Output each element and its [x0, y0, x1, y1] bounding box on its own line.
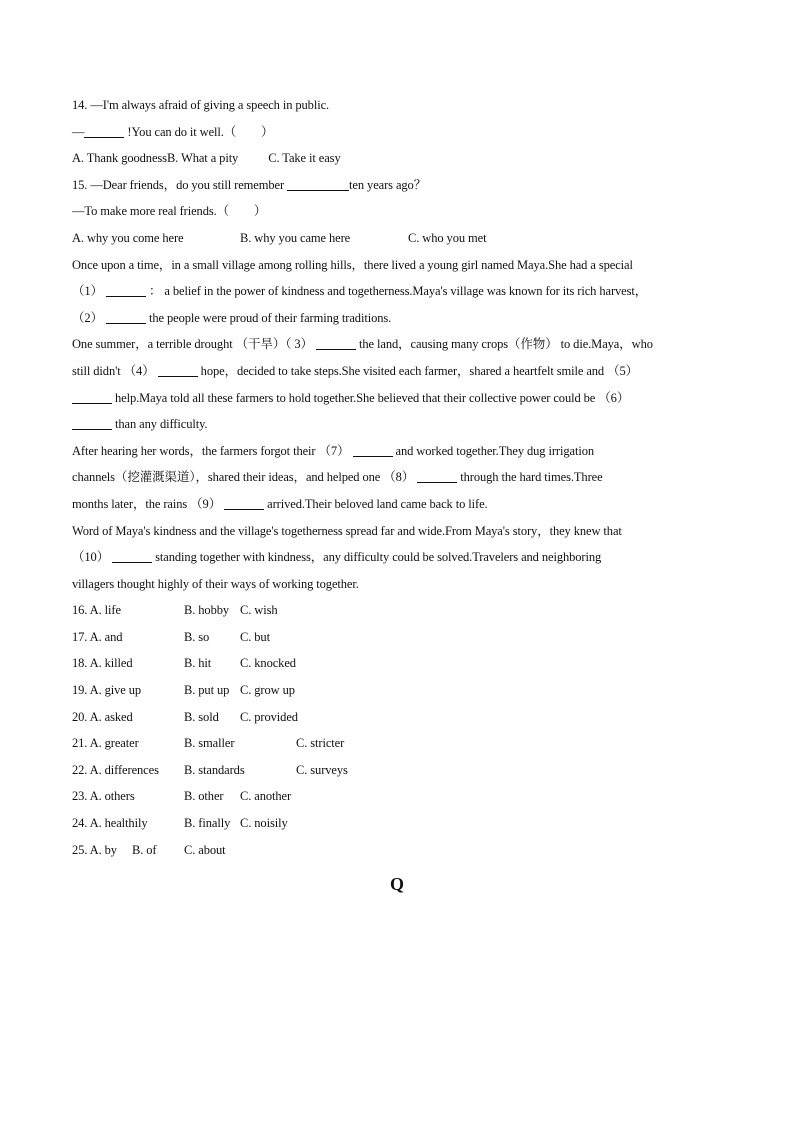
q14-stem: 14. —I'm always afraid of giving a speech in public. [72, 98, 330, 112]
passage-line [72, 491, 732, 518]
choice-row [72, 757, 732, 784]
choice-a: 16. A. life [72, 603, 121, 618]
q15-option-b: B. why you came here [240, 230, 351, 245]
choice-c: C. wish [240, 603, 278, 618]
blank-5 [72, 388, 112, 404]
choice-b: B. smaller [184, 736, 235, 751]
q15-option-c: C. who you met [408, 230, 487, 245]
q15-blank [287, 175, 349, 191]
passage-text: months later，the rains （9） [72, 496, 225, 511]
passage-text: channels（挖灌溉渠道），shared their ideas，and helped one （8） [72, 470, 418, 485]
choice-row [72, 597, 732, 624]
q14-blank [84, 122, 124, 138]
blank-7 [353, 441, 393, 457]
choice-c: C. provided [240, 709, 298, 724]
blank-1 [106, 281, 146, 297]
choice-b: B. other [184, 789, 224, 804]
passage-line [72, 385, 732, 412]
choice-c: C. surveys [296, 762, 348, 777]
choice-a: 19. A. give up [72, 683, 142, 698]
choice-row [72, 677, 732, 704]
passage-text: （2） [72, 310, 106, 325]
blank-3 [316, 334, 356, 350]
passage-line [72, 331, 732, 358]
passage-text: than any difficulty. [112, 417, 208, 432]
passage-text: ： a belief in the power of kindness and togetherness.Maya's village was known for its rich harvest， [145, 284, 648, 299]
choice-b: B. so [184, 629, 210, 644]
passage-text: After hearing her words，the farmers forgot their （7） [72, 443, 353, 458]
choice-c: C. grow up [240, 683, 295, 698]
choice-a: 23. A. others [72, 789, 135, 804]
passage-text: hope，decided to take steps.She visited each farmer，shared a heartfelt smile and （5） [197, 363, 639, 378]
choice-b: B. finally [184, 816, 231, 831]
choice-row [72, 837, 732, 864]
choice-a: 22. A. differences [72, 762, 159, 777]
passage-line [72, 438, 732, 465]
q15-option-a: A. why you come here [72, 230, 184, 245]
choice-b: B. hit [184, 656, 212, 671]
choice-row [72, 650, 732, 677]
passage-line [72, 544, 732, 571]
blank-9 [224, 494, 264, 510]
q15-stem [72, 172, 732, 199]
passage-line [72, 278, 732, 305]
choice-b: B. sold [184, 709, 219, 724]
choice-a: 18. A. killed [72, 656, 133, 671]
passage-text: still didn't （4） [72, 363, 158, 378]
choice-b: B. of [132, 842, 157, 857]
passage-text: One summer，a terrible drought （干旱）（ 3） [72, 337, 316, 352]
passage-text: the people were proud of their farming traditions. [145, 310, 392, 325]
choice-c: C. noisily [240, 816, 288, 831]
blank-10 [112, 547, 152, 563]
passage-line: Word of Maya's kindness and the village's togetherness spread far and wide.From Maya's story，they knew that [72, 523, 622, 538]
choice-list [72, 597, 732, 863]
passage-line: villagers thought highly of their ways of working together. [72, 576, 359, 591]
choice-b: B. hobby [184, 603, 230, 618]
choice-c: C. stricter [296, 736, 345, 751]
choice-a: 24. A. healthily [72, 816, 148, 831]
choice-b: B. standards [184, 762, 245, 777]
q14-dash: — [72, 124, 85, 139]
passage-text: and worked together.They dug irrigation [392, 443, 594, 458]
choice-c: C. about [184, 842, 226, 857]
q14-option-c: C. Take it easy [268, 151, 341, 166]
choice-row [72, 624, 732, 651]
choice-a: 20. A. asked [72, 709, 133, 724]
passage-text: standing together with kindness，any difficulty could be solved.Travelers and neighboring [152, 550, 602, 565]
blank-2 [106, 308, 146, 324]
q14-answer-text: !You can do it well.（ ） [124, 124, 274, 139]
passage-text: through the hard times.Three [457, 470, 603, 485]
passage-text: help.Maya told all these farmers to hold together.She believed that their collective power could be （6） [112, 390, 630, 405]
choice-c: C. another [240, 789, 292, 804]
choice-a: 25. A. by [72, 842, 117, 857]
choice-a: 17. A. and [72, 629, 123, 644]
q15-options [72, 225, 732, 252]
passage-line [72, 358, 732, 385]
choice-row [72, 783, 732, 810]
worksheet [72, 92, 732, 863]
passage-line: Once upon a time，in a small village among rolling hills，there lived a young girl named Maya.She had a special [72, 257, 633, 272]
q15-answer: —To make more real friends.（ ） [72, 204, 267, 219]
q14-option-b: B. What a pity [166, 151, 239, 166]
choice-row [72, 810, 732, 837]
footer-mark: Q [389, 874, 404, 894]
choice-c: C. knocked [240, 656, 296, 671]
q15-stem-suffix: ten years ago？ [349, 177, 427, 192]
passage-text: the land，causing many crops（作物） to die.Maya，who [355, 337, 653, 352]
blank-4 [158, 361, 198, 377]
passage-text: arrived.Their beloved land came back to life. [264, 496, 488, 511]
q14-option-a: A. Thank goodness [72, 151, 167, 166]
choice-row [72, 730, 732, 757]
q14-options [72, 145, 732, 172]
passage-text: （10） [72, 550, 113, 565]
choice-row [72, 704, 732, 731]
choice-a: 21. A. greater [72, 736, 139, 751]
choice-b: B. put up [184, 683, 230, 698]
choice-c: C. but [240, 629, 270, 644]
q15-stem-prefix: 15. —Dear friends，do you still remember [72, 177, 288, 192]
blank-6 [72, 414, 112, 430]
passage-line [72, 411, 732, 438]
passage-line [72, 305, 732, 332]
passage-text: （1） [72, 284, 106, 299]
passage-line [72, 464, 732, 491]
blank-8 [417, 467, 457, 483]
q14-answer [72, 119, 732, 146]
